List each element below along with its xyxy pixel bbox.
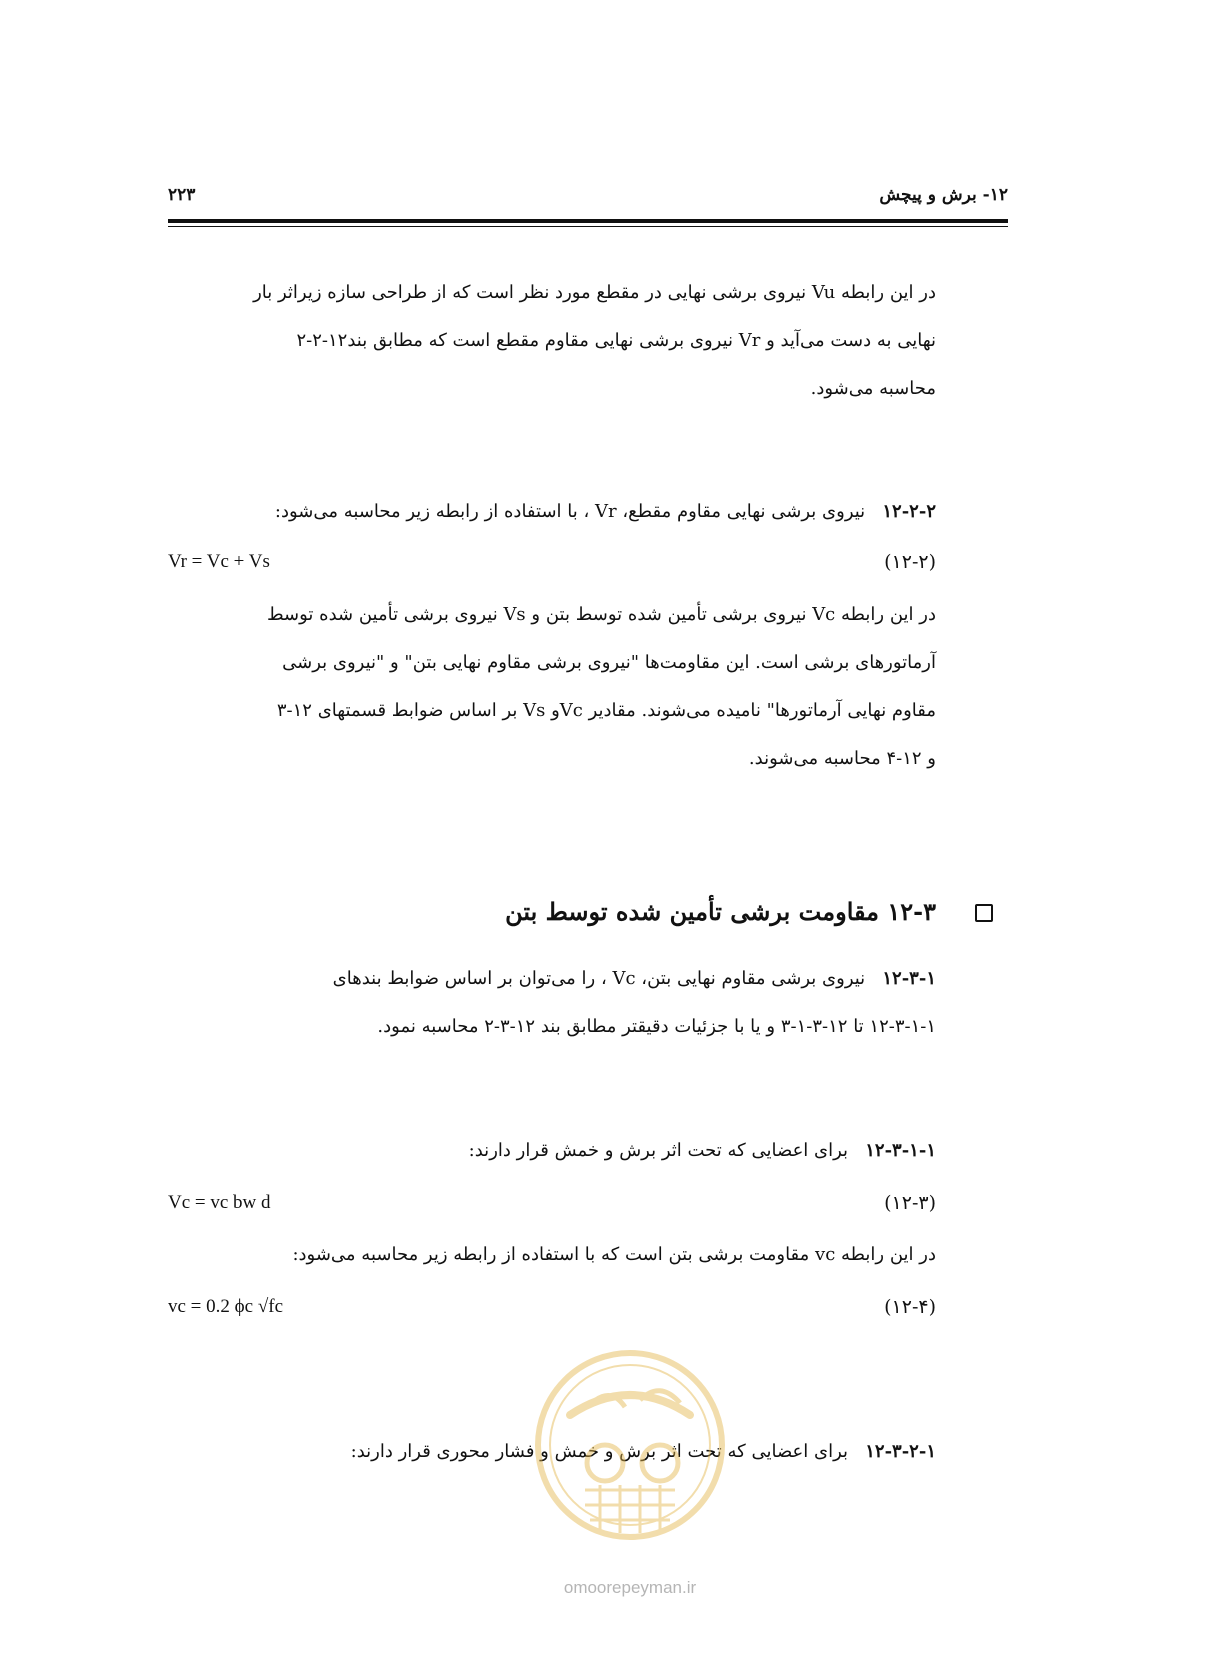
clause-text: برای اعضایی که تحت اثر برش و خمش قرار دارند: — [468, 1140, 849, 1161]
clause-number: ۱۲-۳-۱-۱ — [865, 1140, 936, 1161]
watermark-seal-icon — [530, 1345, 730, 1545]
explanation-2-line-4: و ۱۲-۴ محاسبه می‌شوند. — [748, 748, 936, 769]
formula-number: (۱۲-۴) — [884, 1296, 936, 1318]
formula-number: (۱۲-۲) — [884, 551, 936, 573]
formula-12-2 — [168, 551, 936, 581]
intro-line-3: محاسبه می‌شود. — [810, 378, 936, 399]
page-header — [168, 185, 1008, 215]
intro-line-1: در این رابطه Vu نیروی برشی نهایی در مقطع مورد نظر است که از طراحی سازه زیراثر بار — [253, 282, 936, 303]
section-square-icon — [975, 904, 993, 922]
watermark-url: omoorepeyman.ir — [563, 1578, 697, 1597]
clause-number: ۱۲-۲-۲ — [882, 501, 936, 522]
formula-expression: vc = 0.2 ϕc √fc — [168, 1296, 284, 1317]
clause-12-3-1-line-2: ۱۲-۳-۱-۱ تا ۱۲-۳-۱-۳ و یا با جزئیات دقیقتر مطابق بند ۱۲-۳-۲ محاسبه نمود. — [377, 1016, 936, 1037]
explanation-3: در این رابطه vc مقاومت برشی بتن است که با استفاده از رابطه زیر محاسبه می‌شود: — [292, 1244, 936, 1265]
clause-12-3-1 — [176, 968, 936, 989]
clause-text: نیروی برشی نهایی مقاوم مقطع، Vr ، با استفاده از رابطه زیر محاسبه می‌شود: — [274, 501, 866, 522]
explanation-2-line-3: مقاوم نهایی آرماتورها" نامیده می‌شوند. مقادیر Vcو Vs بر اساس ضوابط قسمتهای ۱۲-۳ — [276, 700, 936, 721]
clause-number: ۱۲-۳-۱ — [882, 968, 936, 989]
formula-expression: Vc = vc bw d — [168, 1192, 271, 1213]
formula-expression: Vr = Vc + Vs — [168, 551, 270, 572]
formula-12-3 — [168, 1192, 936, 1222]
header-rule-thin — [168, 226, 1008, 227]
explanation-2-line-1: در این رابطه Vc نیروی برشی تأمین شده توسط بتن و Vs نیروی برشی تأمین شده توسط — [266, 604, 936, 625]
page-number: ۲۲۳ — [168, 185, 196, 205]
intro-line-2: نهایی به دست می‌آید و Vr نیروی برشی نهایی مقاوم مقطع است که مطابق بند۱۲-۲-۲ — [296, 330, 936, 351]
clause-text: برای اعضایی که تحت اثر برش و خمش و فشار محوری قرار دارند: — [350, 1441, 849, 1462]
formula-number: (۱۲-۳) — [884, 1192, 936, 1214]
header-rule-thick — [168, 219, 1008, 223]
formula-12-4 — [168, 1296, 936, 1326]
clause-12-3-1-1 — [176, 1140, 936, 1161]
explanation-2-line-2: آرماتورهای برشی است. این مقاومت‌ها "نیروی برشی مقاوم نهایی بتن" و "نیروی برشی — [282, 652, 936, 673]
clause-number: ۱۲-۳-۲-۱ — [865, 1441, 936, 1462]
clause-12-2-2 — [176, 501, 936, 522]
section-heading: ۱۲-۳ مقاومت برشی تأمین شده توسط بتن — [505, 897, 936, 926]
chapter-title: ۱۲- برش و پیچش — [879, 185, 1008, 205]
clause-text: نیروی برشی مقاوم نهایی بتن، Vc ، را می‌توان بر اساس ضوابط بندهای — [332, 968, 866, 989]
